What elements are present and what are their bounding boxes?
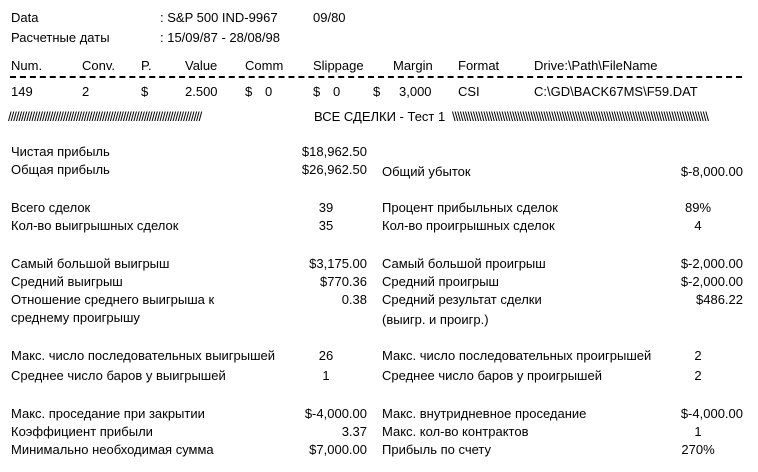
banner-slashes-right: \\\\\\\\\\\\\\\\\\\\\\\\\\\\\\\\\\\\\\\\\\\\\\\\\\\\\\\\\\\\\\\\\\\\\\\\\\\\\\\\\\\\\\\\\\\\\\\\\\ [452,109,708,124]
max-consec-loss-value: 2 [694,348,702,363]
max-intraday-dd-label: Макс. внутридневное проседание [382,406,587,421]
net-profit-label: Чистая прибыль [11,144,110,159]
dashed-divider [10,76,742,78]
section-banner [8,108,748,126]
return-value: 270% [681,442,715,457]
max-close-dd-value: $-4,000.00 [304,406,367,421]
max-contracts-value: 1 [694,424,702,439]
col-header-conv: Conv. [82,58,115,73]
col-header-path: Drive:\Path\FileName [534,58,658,73]
max-close-dd-label: Макс. проседание при закрытии [11,406,205,421]
param-format: CSI [458,84,480,99]
data-label: Data [11,10,39,25]
return-label: Прибыль по счету [382,442,492,457]
losing-trades-label: Кол-во проигрышных сделок [382,218,555,233]
max-consec-loss-label: Макс. число последовательных проигрышей [382,348,652,363]
avg-win-label: Средний выигрыш [11,274,123,289]
ratio-label-line2: среднему проигрышу [11,310,140,325]
profit-factor-value: 3.37 [341,424,367,439]
param-value: 2.500 [185,84,218,99]
largest-win-value: $3,175.00 [309,256,367,271]
winning-trades-value: 35 [318,218,334,233]
pct-profitable-value: 89% [684,200,712,215]
max-contracts-label: Макс. кол-во контрактов [382,424,529,439]
total-trades-value: 39 [318,200,334,215]
col-header-margin: Margin [393,58,433,73]
avg-trade-label-line2: (выигр. и проигр.) [382,312,489,327]
col-header-p: P. [141,58,152,73]
max-intraday-dd-value: $-4,000.00 [680,406,743,421]
param-comm: 0 [265,84,273,99]
profit-factor-label: Коэффициент прибыли [11,424,153,439]
avg-loss-label: Средний проигрыш [382,274,499,289]
max-consec-win-label: Макс. число последовательных выигрышей [11,348,276,363]
param-margin: 3,000 [399,84,432,99]
avg-trade-value: $486.22 [696,292,743,307]
account-size-label: Минимально необходимая сумма [11,442,214,457]
losing-trades-value: 4 [694,218,702,233]
pct-profitable-label: Процент прибыльных сделок [382,200,558,215]
avg-bars-loss-value: 2 [694,368,702,383]
banner-title: ВСЕ СДЕЛКИ - Тест 1 [314,109,446,124]
param-p: $ [141,84,149,99]
col-header-slippage: Slippage [313,58,364,73]
ratio-label-line1: Отношение среднего выигрыша к [11,292,215,307]
winning-trades-label: Кол-во выигрышных сделок [11,218,179,233]
largest-loss-value: $-2,000.00 [680,256,743,271]
avg-bars-win-value: 1 [322,368,330,383]
avg-win-value: $770.36 [320,274,367,289]
col-header-comm: Comm [245,58,284,73]
ratio-value: 0.38 [341,292,367,307]
largest-win-label: Самый большой выигрыш [11,256,170,271]
param-path: C:\GD\BACK67MS\F59.DAT [534,84,698,99]
data-period: 09/80 [313,10,346,25]
param-slippage-currency: $ [313,84,321,99]
gross-profit-label: Общая прибыль [11,162,110,177]
col-header-value: Value [185,58,218,73]
avg-loss-value: $-2,000.00 [680,274,743,289]
param-comm-currency: $ [245,84,253,99]
data-value: : S&P 500 IND-9967 [160,10,278,25]
total-trades-label: Всего сделок [11,200,91,215]
param-slippage: 0 [333,84,341,99]
avg-bars-win-label: Среднее число баров у выигрышей [11,368,226,383]
col-header-num: Num. [11,58,43,73]
largest-loss-label: Самый большой проигрыш [382,256,546,271]
gross-profit-value: $26,962.50 [301,162,367,177]
param-conv: 2 [82,84,90,99]
max-consec-win-value: 26 [318,348,334,363]
avg-bars-loss-label: Среднее число баров у проигрышей [382,368,602,383]
net-profit-value: $18,962.50 [301,144,367,159]
account-size-value: $7,000.00 [309,442,367,457]
gross-loss-value: $-8,000.00 [680,164,743,179]
dates-value: : 15/09/87 - 28/08/98 [160,30,280,45]
avg-trade-label-line1: Средний результат сделки [382,292,542,307]
banner-slashes-left: ////////////////////////////////////////////////////////////////////////// [8,109,202,124]
gross-loss-label: Общий убыток [382,164,471,179]
col-header-format: Format [458,58,500,73]
param-margin-currency: $ [373,84,381,99]
param-num: 149 [11,84,33,99]
dates-label: Расчетные даты [11,30,110,45]
